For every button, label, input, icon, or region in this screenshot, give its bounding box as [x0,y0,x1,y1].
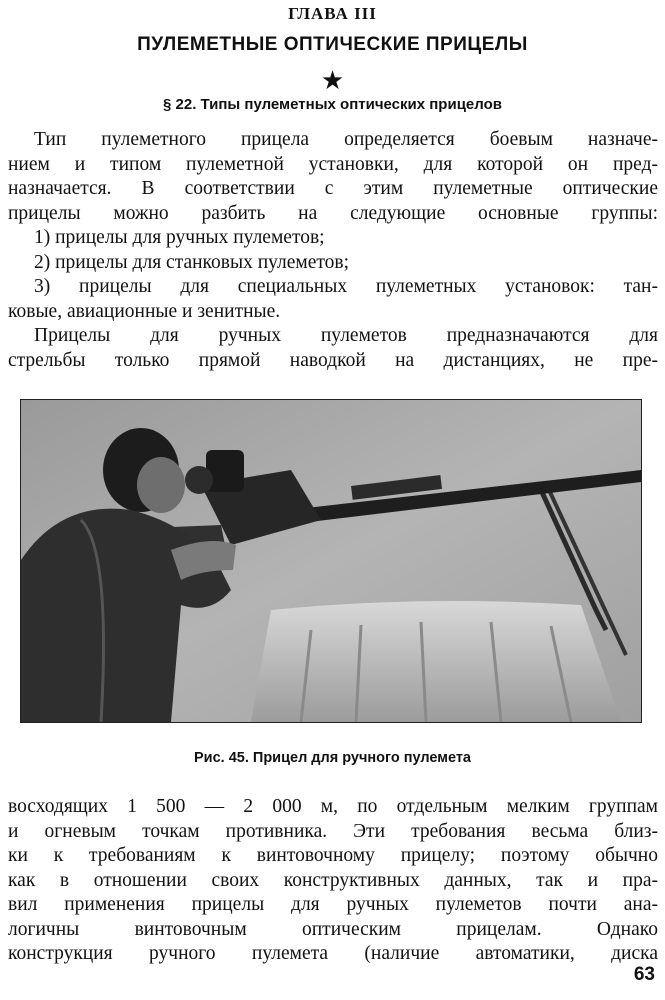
text-line: как в отношении своих конструктивных данных, так и пра- [8,869,658,891]
text-line: стрельбы только прямой наводкой на дистанциях, не пре- [8,349,658,371]
figure-caption: Рис. 45. Прицел для ручного пулемета [194,750,471,766]
body-text-bottom [8,795,658,967]
text-line: и огневым точкам противника. Эти требования весьма близ- [8,820,658,842]
machine-gun-sight-photo [21,400,641,722]
figure-photo [20,399,642,723]
chapter-heading: ГЛАВА III [288,4,377,23]
chapter-title: ПУЛЕМЕТНЫЕ ОПТИЧЕСКИЕ ПРИЦЕЛЫ [137,34,528,55]
text-line: Прицелы для ручных пулеметов предназначаются для [34,325,658,346]
list-item: 3) прицелы для специальных пулеметных установок: тан- [34,276,658,297]
text-line: прицелы можно разбить на следующие основные группы: [8,202,658,224]
body-text-top [8,128,658,373]
text-line: вил применения прицелы для ручных пулеметов почти ана- [8,894,658,915]
list-item: 2) прицелы для станковых пулеметов; [34,251,350,273]
text-line: ковые, авиационные и зенитные. [8,300,281,322]
text-line: восходящих 1 500 — 2 000 м, по отдельным мелким группам [8,796,658,817]
list-item: 1) прицелы для ручных пулеметов; [34,227,325,248]
section-heading: § 22. Типы пулеметных оптических прицелов [163,96,502,113]
text-line: ки к требованиям к винтовочному прицелу; поэтому обычно [8,845,658,866]
star-ornament-icon: ★ [320,66,345,95]
text-line: логичны винтовочным оптическим прицелам. Однако [8,918,658,940]
text-line: конструкция ручного пулемета (наличие автоматики, диска [8,943,658,964]
text-line: нием и типом пулеметной установки, для которой он пред- [8,153,658,175]
page-number: 63 [633,964,655,985]
text-line: назначается. В соответствии с этим пулеметные оптические [8,178,658,199]
text-line: Тип пулеметного прицела определяется боевым назначе- [34,129,658,150]
